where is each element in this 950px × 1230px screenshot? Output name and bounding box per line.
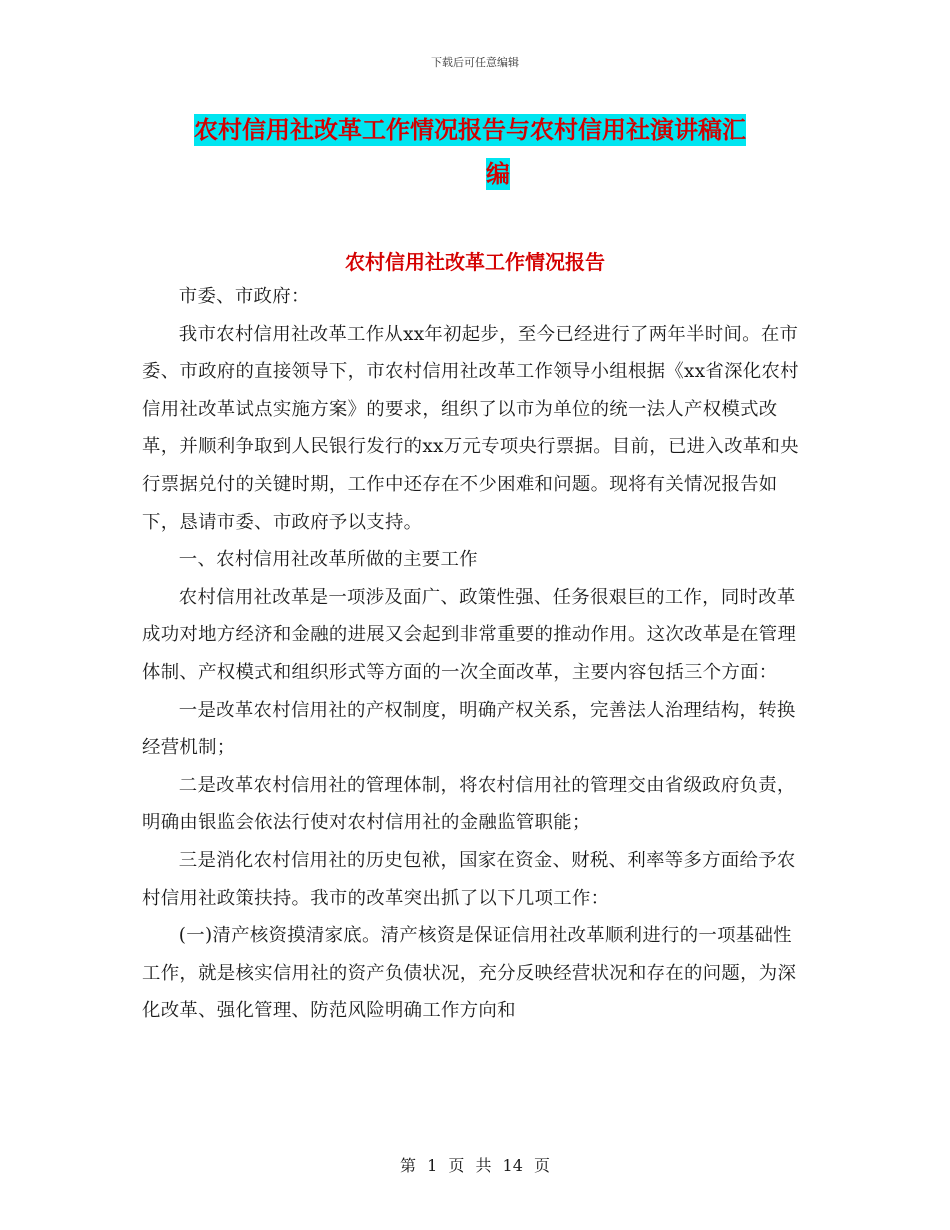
- paragraph: 农村信用社改革是一项涉及面广、政策性强、任务很艰巨的工作，同时改革成功对地方经济和金融的进展又会起到非常重要的推动作用。这次改革是在管理体制、产权模式和组织形式等方面的一次全面改革，主要内容包括三个方面：: [142, 586, 797, 683]
- document-title-line-1: 农村信用社改革工作情况报告与农村信用社演讲稿汇: [194, 116, 746, 144]
- page-footer: 第 1 页 共 14 页: [400, 1156, 550, 1175]
- paragraph: 我市农村信用社改革工作从xx年初起步，至今已经进行了两年半时间。在市委、市政府的直接领导下，市农村信用社改革工作领导小组根据《xx省深化农村信用社改革试点实施方案》的要求，组织了以市为单位的统一法人产权模式改革，并顺利争取到人民银行发行的xx万元专项央行票据。目前，已进入改革和央行票据兑付的关键时期，工作中还存在不少困难和问题。现将有关情况报告如下，恳请市委、市政府予以支持。: [142, 323, 799, 533]
- paragraph: 三是消化农村信用社的历史包袱，国家在资金、财税、利率等多方面给予农村信用社政策扶持。我市的改革突出抓了以下几项工作：: [142, 849, 796, 909]
- section-title: 农村信用社改革工作情况报告: [345, 250, 605, 274]
- paragraph: 一是改革农村信用社的产权制度，明确产权关系，完善法人治理结构，转换经营机制；: [142, 699, 796, 759]
- paragraph: (一)清产核资摸清家底。清产核资是保证信用社改革顺利进行的一项基础性工作，就是核实信用社的资产负债状况，充分反映经营状况和存在的问题，为深化改革、强化管理、防范风险明确工作方向和: [142, 925, 797, 1022]
- document-title: [190, 108, 806, 196]
- document-body: [142, 278, 808, 1030]
- salutation: 市委、市政府：: [178, 286, 310, 307]
- document-title-line-2: 编: [486, 160, 510, 188]
- paragraph: 二是改革农村信用社的管理体制，将农村信用社的管理交由省级政府负责，明确由银监会依法行使对农村信用社的金融监管职能；: [142, 774, 796, 834]
- header-note: 下载后可任意编辑: [431, 56, 519, 69]
- heading-1: 一、农村信用社改革所做的主要工作: [178, 549, 478, 571]
